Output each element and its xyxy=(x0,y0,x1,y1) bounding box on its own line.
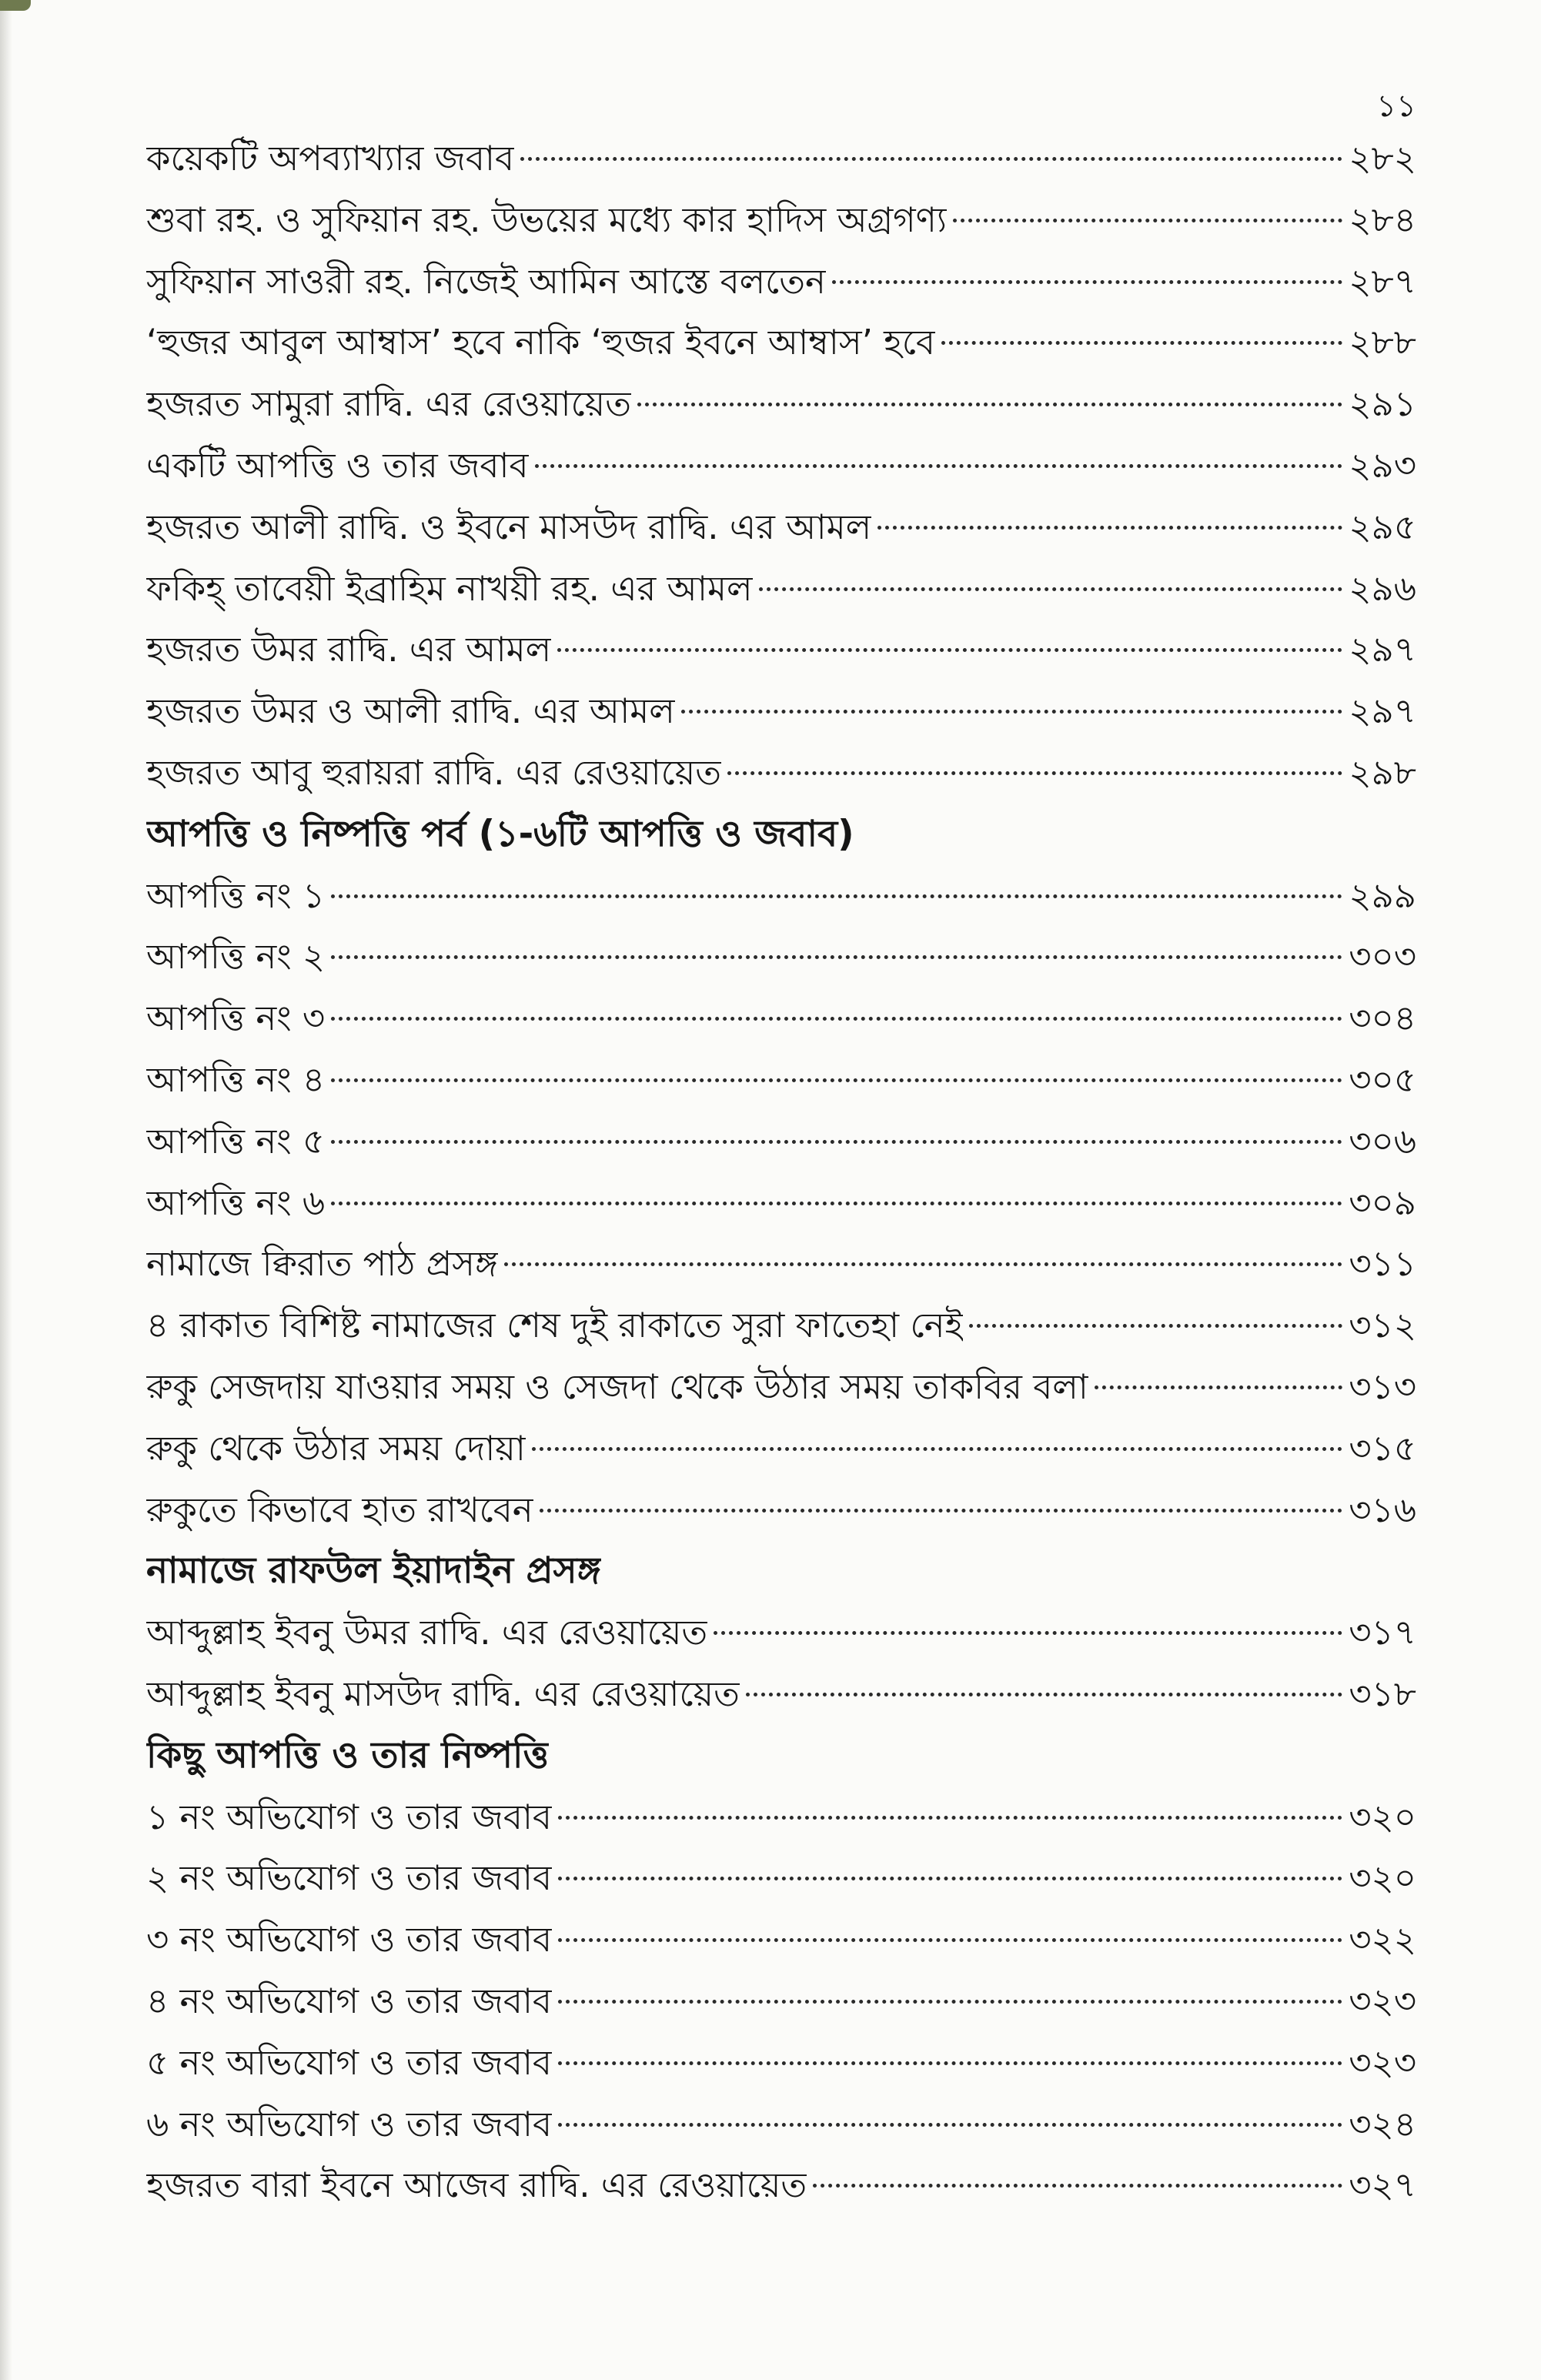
leader-dots xyxy=(535,464,1343,468)
toc-entry xyxy=(146,1602,1416,1663)
leader-dots xyxy=(832,280,1342,284)
toc-entry-title: রুকু থেকে উঠার সময় দোয়া xyxy=(146,1427,526,1469)
leader-dots xyxy=(558,2123,1342,2127)
toc-entry xyxy=(146,742,1416,804)
leader-dots xyxy=(558,1877,1342,1880)
toc-page xyxy=(146,85,1416,2216)
toc-entry xyxy=(146,1787,1416,1848)
toc-entry-title: সুফিয়ান সাওরী রহ. নিজেই আমিন আস্তে বলতেন xyxy=(146,260,826,302)
leader-dots xyxy=(941,341,1342,345)
toc-entry-page-number: ৩১৫ xyxy=(1349,1427,1416,1469)
leader-dots xyxy=(727,771,1342,775)
leader-dots xyxy=(331,955,1342,959)
toc-entry-page-number: ৩০৫ xyxy=(1349,1058,1416,1100)
page-number: ১১ xyxy=(1376,89,1416,124)
toc-entry xyxy=(146,865,1416,927)
toc-entry xyxy=(146,2032,1416,2094)
leader-dots xyxy=(331,1017,1342,1021)
section-heading-title: কিছু আপত্তি ও তার নিষ্পত্তি xyxy=(146,1733,550,1777)
leader-dots xyxy=(540,1509,1343,1513)
toc-entry-title: রুকু সেজদায় যাওয়ার সময় ও সেজদা থেকে উঠার সময় তাকবির বলা xyxy=(146,1365,1088,1407)
toc-entry-title: আপত্তি নং ৪ xyxy=(146,1058,326,1100)
toc-entry-title: ‘হুজর আবুল আম্বাস’ হবে নাকি ‘হুজর ইবনে আম্বাস’ হবে xyxy=(146,322,935,363)
toc-entry-page-number: ৩২৩ xyxy=(1349,1980,1416,2021)
leader-dots xyxy=(813,2184,1342,2188)
toc-entry xyxy=(146,1479,1416,1541)
toc-entry xyxy=(146,189,1416,251)
leader-dots xyxy=(637,403,1342,406)
toc-entry xyxy=(146,558,1416,620)
toc-entry xyxy=(146,1111,1416,1172)
leader-dots xyxy=(759,587,1343,591)
section-heading-title: নামাজে রাফউল ইয়াদাইন প্রসঙ্গ xyxy=(146,1549,601,1593)
toc-entry xyxy=(146,1172,1416,1234)
toc-entry-title: হজরত বারা ইবনে আজেব রাদ্বি. এর রেওয়ায়েত xyxy=(146,2164,807,2206)
toc-entry-page-number: ২৯৮ xyxy=(1349,751,1416,793)
toc-entry xyxy=(146,435,1416,496)
table-of-contents xyxy=(146,128,1416,2216)
toc-entry xyxy=(146,312,1416,373)
toc-entry-title: হজরত উমর রাদ্বি. এর আমল xyxy=(146,629,552,670)
toc-entry xyxy=(146,1418,1416,1479)
leader-dots xyxy=(558,1816,1342,1820)
toc-entry-page-number: ২৯৩ xyxy=(1349,444,1416,486)
toc-entry xyxy=(146,128,1416,189)
toc-entry-page-number: ২৮৭ xyxy=(1349,260,1416,302)
toc-entry-page-number: ২৯৫ xyxy=(1349,506,1416,547)
leader-dots xyxy=(969,1324,1342,1328)
leader-dots xyxy=(1095,1386,1342,1389)
leader-dots xyxy=(953,219,1342,222)
toc-entry-page-number: ৩০৯ xyxy=(1349,1182,1416,1223)
toc-entry-title: আব্দুল্লাহ ইবনু মাসউদ রাদ্বি. এর রেওয়ায়েত xyxy=(146,1673,740,1714)
toc-entry-page-number: ৩২২ xyxy=(1349,1919,1416,1960)
toc-entry-title: নামাজে ক্বিরাত পাঠ প্রসঙ্গ xyxy=(146,1243,498,1285)
toc-entry-page-number: ২৯৭ xyxy=(1349,690,1416,732)
toc-entry-title: ফকিহ্ তাবেয়ী ইব্রাহিম নাখয়ী রহ. এর আমল xyxy=(146,567,753,609)
toc-entry-title: হজরত আবু হুরায়রা রাদ্বি. এর রেওয়ায়েত xyxy=(146,751,722,793)
toc-entry xyxy=(146,1233,1416,1295)
toc-entry-page-number: ৩১২ xyxy=(1349,1305,1416,1346)
toc-entry-page-number: ৩১৮ xyxy=(1349,1673,1416,1714)
toc-entry-page-number: ৩১৩ xyxy=(1349,1365,1416,1407)
toc-entry xyxy=(146,1295,1416,1356)
section-heading-title: আপত্তি ও নিষ্পত্তি পর্ব (১-৬টি আপত্তি ও জবাব) xyxy=(146,812,854,855)
toc-entry-title: হজরত উমর ও আলী রাদ্বি. এর আমল xyxy=(146,690,675,732)
toc-entry-title: আপত্তি নং ৫ xyxy=(146,1120,326,1162)
toc-section-heading xyxy=(146,1540,1416,1602)
toc-entry-page-number: ৩০৬ xyxy=(1349,1120,1416,1162)
leader-dots xyxy=(331,1202,1342,1205)
leader-dots xyxy=(532,1447,1343,1451)
toc-entry-page-number: ২৯৭ xyxy=(1349,629,1416,670)
page-edge-shadow xyxy=(0,0,12,2380)
leader-dots xyxy=(331,894,1342,898)
toc-entry xyxy=(146,1663,1416,1725)
leader-dots xyxy=(558,1938,1342,1942)
toc-entry xyxy=(146,1356,1416,1418)
toc-entry-title: হজরত আলী রাদ্বি. ও ইবনে মাসউদ রাদ্বি. এর আমল xyxy=(146,506,872,547)
toc-entry-title: আপত্তি নং ১ xyxy=(146,874,326,916)
toc-entry-title: ২ নং অভিযোগ ও তার জবাব xyxy=(146,1857,553,1899)
leader-dots xyxy=(520,157,1342,161)
toc-entry xyxy=(146,2154,1416,2216)
toc-entry-page-number: ২৯১ xyxy=(1349,383,1416,425)
toc-entry-title: ৪ নং অভিযোগ ও তার জবাব xyxy=(146,1980,552,2021)
leader-dots xyxy=(681,710,1343,714)
toc-entry-page-number: ৩২০ xyxy=(1349,1796,1416,1837)
toc-entry xyxy=(146,2094,1416,2155)
toc-entry-page-number: ৩০৩ xyxy=(1349,936,1416,978)
toc-entry xyxy=(146,926,1416,988)
toc-entry-title: কয়েকটি অপব্যাখ্যার জবাব xyxy=(146,138,515,179)
toc-entry-title: ৩ নং অভিযোগ ও তার জবাব xyxy=(146,1919,553,1960)
toc-entry-page-number: ৩২০ xyxy=(1349,1857,1416,1899)
leader-dots xyxy=(331,1140,1342,1144)
toc-entry xyxy=(146,496,1416,558)
toc-entry-title: হজরত সামুরা রাদ্বি. এর রেওয়ায়েত xyxy=(146,383,631,425)
toc-entry-title: ১ নং অভিযোগ ও তার জবাব xyxy=(146,1796,552,1837)
toc-entry-page-number: ২৯৬ xyxy=(1349,567,1416,609)
toc-entry-page-number: ৩১৬ xyxy=(1349,1489,1416,1530)
toc-entry-page-number: ৩১৭ xyxy=(1349,1612,1416,1653)
toc-entry-title: আপত্তি নং ২ xyxy=(146,936,326,978)
toc-entry-page-number: ৩০৪ xyxy=(1349,998,1416,1039)
leader-dots xyxy=(746,1693,1342,1696)
toc-entry xyxy=(146,619,1416,680)
toc-entry-title: একটি আপত্তি ও তার জবাব xyxy=(146,444,529,486)
toc-entry-page-number: ২৮২ xyxy=(1349,138,1416,179)
toc-entry-title: আব্দুল্লাহ ইবনু উমর রাদ্বি. এর রেওয়ায়েত xyxy=(146,1612,708,1653)
leader-dots xyxy=(557,648,1342,652)
toc-entry-title: আপত্তি নং ৩ xyxy=(146,998,326,1039)
toc-entry-title: ৬ নং অভিযোগ ও তার জবাব xyxy=(146,2103,553,2144)
toc-section-heading xyxy=(146,1725,1416,1787)
toc-entry-title: ৪ রাকাত বিশিষ্ট নামাজের শেষ দুই রাকাতে সুরা ফাতেহা নেই xyxy=(146,1305,963,1346)
leader-dots xyxy=(558,2000,1342,2004)
leader-dots xyxy=(877,526,1342,530)
toc-entry xyxy=(146,1971,1416,2032)
toc-entry xyxy=(146,680,1416,742)
toc-entry-page-number: ৩২৪ xyxy=(1349,2103,1416,2144)
toc-entry-page-number: ৩২৩ xyxy=(1349,2041,1416,2083)
toc-entry-page-number: ৩১১ xyxy=(1349,1243,1416,1285)
toc-section-heading xyxy=(146,804,1416,865)
leader-dots xyxy=(714,1631,1342,1635)
leader-dots xyxy=(504,1262,1343,1266)
corner-mark xyxy=(0,0,31,11)
toc-entry xyxy=(146,988,1416,1049)
leader-dots xyxy=(331,1078,1342,1082)
toc-entry xyxy=(146,373,1416,435)
toc-entry-title: শুবা রহ. ও সুফিয়ান রহ. উভয়ের মধ্যে কার হাদিস অগ্রগণ্য xyxy=(146,199,947,240)
toc-entry-page-number: ২৮৮ xyxy=(1349,322,1416,363)
toc-entry xyxy=(146,1909,1416,1971)
toc-entry-page-number: ২৮৪ xyxy=(1349,199,1416,240)
toc-entry-title: আপত্তি নং ৬ xyxy=(146,1182,326,1223)
leader-dots xyxy=(558,2061,1342,2065)
toc-entry-title: রুকুতে কিভাবে হাত রাখবেন xyxy=(146,1489,533,1530)
toc-entry-title: ৫ নং অভিযোগ ও তার জবাব xyxy=(146,2041,552,2083)
toc-entry xyxy=(146,1847,1416,1909)
toc-entry xyxy=(146,251,1416,313)
toc-entry-page-number: ৩২৭ xyxy=(1349,2164,1416,2206)
toc-entry-page-number: ২৯৯ xyxy=(1349,874,1416,916)
toc-entry xyxy=(146,1049,1416,1111)
